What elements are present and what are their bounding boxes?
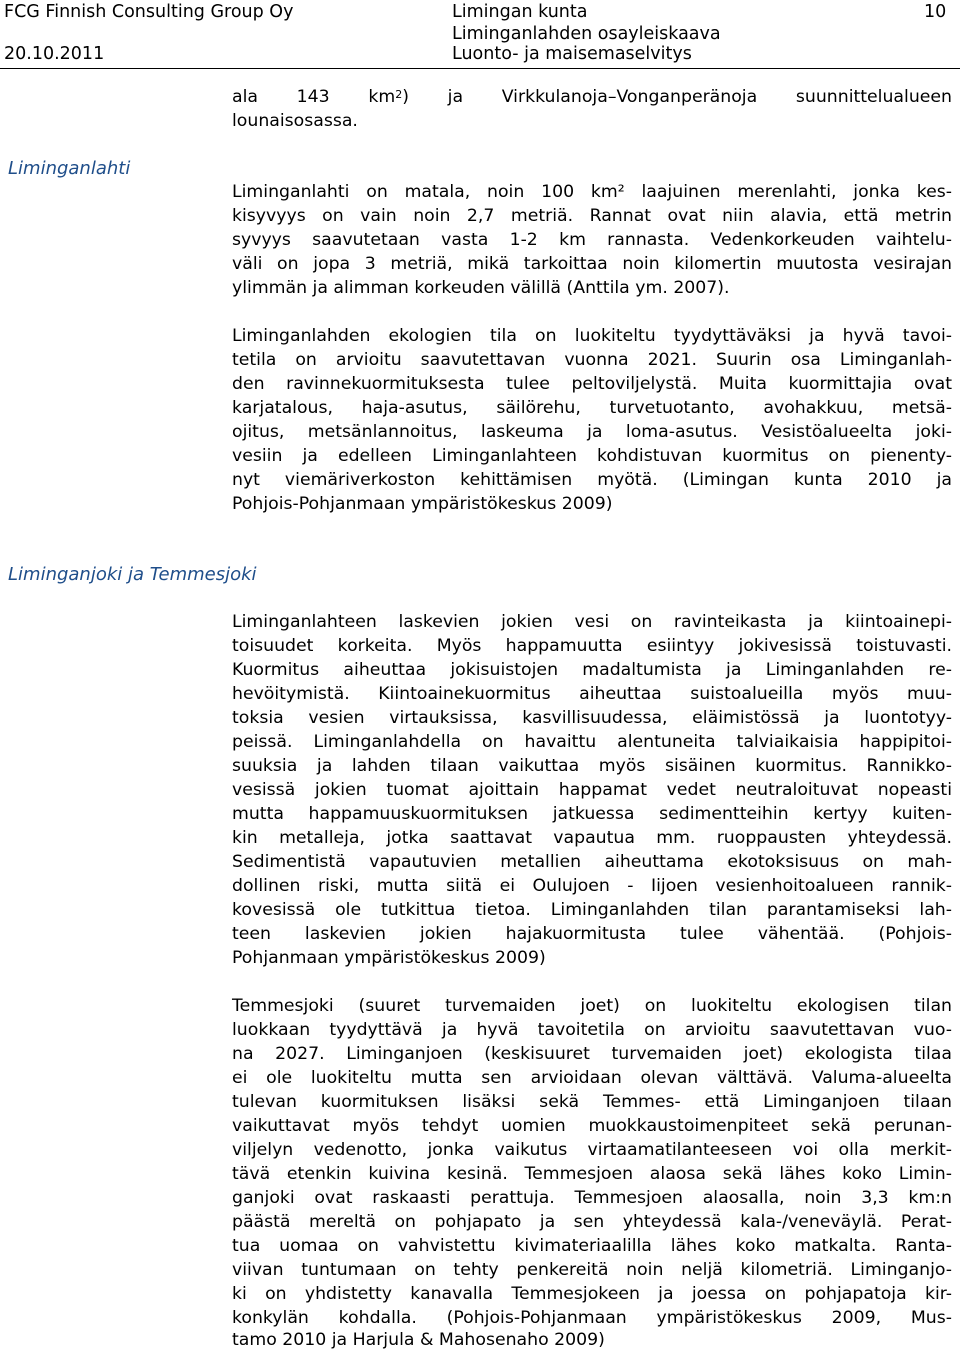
page-header — [0, 0, 960, 69]
text-line: vaikuttavat myös tehdyt uomien muokkaustoimenpiteet sekä perunan- — [232, 1116, 952, 1136]
text-line: Temmesjoki (suuret turvemaiden joet) on luokiteltu ekologisen tilan — [232, 996, 952, 1016]
text-line: peissä. Liminganlahdella on havaittu alentuneita talviaikaisia happipitoi- — [232, 732, 952, 752]
document-date: 20.10.2011 — [4, 44, 105, 64]
text-line: nyt viemäriverkoston kehittämisen myötä. (Limingan kunta 2010 ja — [232, 470, 952, 490]
intro-line: ala 143 $km^2$) ja Virkkulanoja–Vonganperänoja suunnittelualueen — [232, 87, 952, 107]
text-line: ei ole luokiteltu mutta sen arvioidaan olevan välttävä. Valuma-alueelta — [232, 1068, 952, 1088]
project-name: Liminganlahden osayleiskaava — [452, 24, 721, 44]
text-line: toisuudet korkeita. Myös happamuutta esiintyy jokivesissä toistuvasti. — [232, 636, 952, 656]
text-line: viivan tuntumaan on tehty penkereitä noin neljä kilometriä. Liminganjo- — [232, 1260, 952, 1280]
text-line: konkylän kohdalla. (Pohjois-Pohjanmaan ympäristökeskus 2009, Mus- — [232, 1308, 952, 1328]
text-line: kisyvyys on vain noin 2,7 metriä. Rannat ovat niin alavia, että metrin — [232, 206, 952, 226]
text-line: väli on jopa 3 metriä, mikä tarkoittaa noin kilomertin muutosta vesirajan — [232, 254, 952, 274]
text-line: suuksia ja lahden tilaan vaikuttaa myös sisäinen kuormitus. Rannikko- — [232, 756, 952, 776]
text-line: vesissä jokien tuomat ajoittain happamat vedet neutraloituvat nopeasti — [232, 780, 952, 800]
text-line: Liminganlahteen laskevien jokien vesi on ravinteikasta ja kiintoainepi- — [232, 612, 952, 632]
text-line: mutta happamuuskuormituksen jatkuessa sedimentteihin kertyy kuiten- — [232, 804, 952, 824]
text-line: den ravinnekuormituksesta tulee peltoviljelystä. Muita kuormittajia ovat — [232, 374, 952, 394]
page-number: 10 — [924, 2, 947, 22]
text-line: teen laskevien jokien hajakuormitusta tulee vähentää. (Pohjois- — [232, 924, 952, 944]
text-line: dollinen riski, mutta siitä ei Oulujoen - Iijoen vesienhoitoalueen rannik- — [232, 876, 952, 896]
text-line: tulevan kuormituksen lisäksi sekä Temmes- että Liminganjoen tilaan — [232, 1092, 952, 1112]
text-line: Sedimentistä vapautuvien metallien aiheuttama ekotoksisuus on mah- — [232, 852, 952, 872]
text-line: Liminganlahti on matala, noin 100 km² laajuinen merenlahti, jonka kes- — [232, 182, 952, 202]
text-line: vesiin ja edelleen Liminganlahteen kohdistuvan kuormitus on pienenty- — [232, 446, 952, 466]
text-line: Pohjois-Pohjanmaan ympäristökeskus 2009) — [232, 494, 613, 514]
company-name: FCG Finnish Consulting Group Oy — [4, 2, 294, 22]
text-line: tua uomaa on vahvistettu kivimateriaalilla lähes koko matkalta. Ranta- — [232, 1236, 952, 1256]
text-line: kovesissä ole tutkittua tietoa. Liminganlahden tilan parantamiseksi lah- — [232, 900, 952, 920]
text-line: na 2027. Liminganjoen (keskisuuret turvemaiden joet) ekologista tilaa — [232, 1044, 952, 1064]
section-heading-liminganlahti: Liminganlahti — [8, 158, 131, 179]
text-line: ganjoki ovat raskaasti perattuja. Temmesjoen alaosalla, noin 3,3 km:n — [232, 1188, 952, 1208]
text-line: hevöitymistä. Kiintoainekuormitus aiheuttaa suistoalueilla myös muu- — [232, 684, 952, 704]
text-line: ylimmän ja alimman korkeuden välillä (Anttila ym. 2007). — [232, 278, 730, 298]
section-heading-liminganjoki-ja-temmesjoki: Liminganjoki ja Temmesjoki — [8, 564, 257, 585]
text-line: ki on yhdistetty kanavalla Temmesjokeen ja joessa on pohjapatoja kir- — [232, 1284, 952, 1304]
text-line: syvyys saavutetaan vasta 1-2 km rannasta. Vedenkorkeuden vaihtelu- — [232, 230, 952, 250]
text-line: kin metalleja, jotka saattavat vapautua mm. ruoppausten yhteydessä. — [232, 828, 952, 848]
text-line: päästä mereltä on pohjapato ja sen yhteydessä kala-/veneväylä. Perat- — [232, 1212, 952, 1232]
text-line: Liminganlahden ekologien tila on luokiteltu tyydyttäväksi ja hyvä tavoi- — [232, 326, 952, 346]
text-line: ojitus, metsänlannoitus, laskeuma ja loma-asutus. Vesistöalueelta joki- — [232, 422, 952, 442]
report-title: Luonto- ja maisemaselvitys — [452, 44, 692, 64]
text-line: luokkaan tyydyttävä ja hyvä tavoitetila on arvioitu saavutettavan vuo- — [232, 1020, 952, 1040]
text-line: karjatalous, haja-asutus, säilörehu, turvetuotanto, avohakkuu, metsä- — [232, 398, 952, 418]
text-line: tamo 2010 ja Harjula & Mahosenaho 2009) — [232, 1330, 605, 1350]
client-name: Limingan kunta — [452, 2, 588, 22]
text-line: Pohjanmaan ympäristökeskus 2009) — [232, 948, 546, 968]
text-line: toksia vesien virtauksissa, kasvillisuudessa, eläimistössä ja luontotyy- — [232, 708, 952, 728]
text-line: Kuormitus aiheuttaa jokisuistojen madaltumista ja Liminganlahden re- — [232, 660, 952, 680]
text-line: tävä etenkin kuivina kesinä. Temmesjoen alaosa sekä lähes koko Limin- — [232, 1164, 952, 1184]
intro-line: lounaisosassa. — [232, 111, 358, 131]
text-line: tetila on arvioitu saavutettavan vuonna 2021. Suurin osa Liminganlah- — [232, 350, 952, 370]
text-line: viljelyn vedenotto, jonka vaikutus virtaamatilanteeseen voi olla merkit- — [232, 1140, 952, 1160]
